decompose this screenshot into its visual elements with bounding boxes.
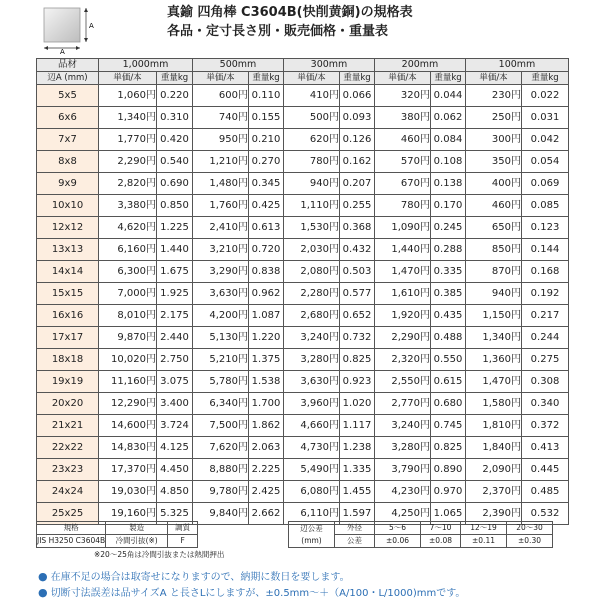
weight-cell: 3.075 bbox=[157, 371, 193, 393]
table-row bbox=[37, 283, 569, 305]
price-cell: 6,110円 bbox=[284, 503, 340, 525]
price-cell: 380円 bbox=[375, 107, 431, 129]
table-row bbox=[37, 107, 569, 129]
tolerance-range: 20～30 bbox=[507, 522, 553, 535]
weight-cell: 0.054 bbox=[522, 151, 569, 173]
weight-cell: 0.340 bbox=[522, 393, 569, 415]
weight-cell: 2.175 bbox=[157, 305, 193, 327]
weight-cell: 0.445 bbox=[522, 459, 569, 481]
weight-cell: 1.020 bbox=[340, 393, 375, 415]
column-label-row bbox=[37, 72, 569, 85]
price-cell: 5,780円 bbox=[193, 371, 249, 393]
size-cell: 16x16 bbox=[37, 305, 99, 327]
price-cell: 740円 bbox=[193, 107, 249, 129]
weight-cell: 0.488 bbox=[431, 327, 466, 349]
price-cell: 10,020円 bbox=[99, 349, 157, 371]
price-cell: 1,440円 bbox=[375, 239, 431, 261]
size-cell: 13x13 bbox=[37, 239, 99, 261]
diagram-label-side: A bbox=[89, 22, 94, 30]
price-cell: 650円 bbox=[466, 217, 522, 239]
price-column-label: 単価/本 bbox=[375, 72, 431, 85]
price-cell: 600円 bbox=[193, 85, 249, 107]
price-cell: 6,080円 bbox=[284, 481, 340, 503]
price-cell: 3,380円 bbox=[99, 195, 157, 217]
spec-note: ※20～25角は冷間引抜または熱間押出 bbox=[94, 550, 225, 559]
price-cell: 320円 bbox=[375, 85, 431, 107]
price-column-label: 単価/本 bbox=[466, 72, 522, 85]
weight-cell: 1.087 bbox=[249, 305, 284, 327]
table-row bbox=[37, 305, 569, 327]
tolerance-label: 辺公差 (mm) bbox=[289, 522, 335, 548]
price-cell: 620円 bbox=[284, 129, 340, 151]
weight-cell: 0.680 bbox=[431, 393, 466, 415]
weight-cell: 5.325 bbox=[157, 503, 193, 525]
square-bar-diagram bbox=[36, 6, 100, 54]
price-cell: 4,200円 bbox=[193, 305, 249, 327]
weight-column-label: 重量kg bbox=[249, 72, 284, 85]
price-cell: 1,480円 bbox=[193, 173, 249, 195]
weight-cell: 1.538 bbox=[249, 371, 284, 393]
price-cell: 7,620円 bbox=[193, 437, 249, 459]
weight-cell: 0.270 bbox=[249, 151, 284, 173]
price-cell: 2,410円 bbox=[193, 217, 249, 239]
price-cell: 780円 bbox=[375, 195, 431, 217]
price-cell: 2,290円 bbox=[99, 151, 157, 173]
spec-header: 規格 bbox=[37, 522, 106, 535]
size-cell: 22x22 bbox=[37, 437, 99, 459]
weight-cell: 1.597 bbox=[340, 503, 375, 525]
weight-cell: 0.615 bbox=[431, 371, 466, 393]
price-cell: 1,810円 bbox=[466, 415, 522, 437]
price-cell: 1,770円 bbox=[99, 129, 157, 151]
price-cell: 230円 bbox=[466, 85, 522, 107]
price-cell: 870円 bbox=[466, 261, 522, 283]
price-cell: 1,840円 bbox=[466, 437, 522, 459]
size-cell: 9x9 bbox=[37, 173, 99, 195]
weight-cell: 0.093 bbox=[340, 107, 375, 129]
weight-cell: 0.838 bbox=[249, 261, 284, 283]
price-cell: 940円 bbox=[466, 283, 522, 305]
price-cell: 1,920円 bbox=[375, 305, 431, 327]
weight-cell: 1.065 bbox=[431, 503, 466, 525]
spec-value: F bbox=[168, 535, 198, 548]
spec-value: JIS H3250 C3604B bbox=[37, 535, 106, 548]
size-cell: 12x12 bbox=[37, 217, 99, 239]
price-cell: 3,790円 bbox=[375, 459, 431, 481]
price-cell: 2,820円 bbox=[99, 173, 157, 195]
price-cell: 2,290円 bbox=[375, 327, 431, 349]
corner-top: 品材 bbox=[37, 59, 99, 72]
price-cell: 1,340円 bbox=[466, 327, 522, 349]
price-cell: 940円 bbox=[284, 173, 340, 195]
weight-cell: 0.652 bbox=[340, 305, 375, 327]
weight-cell: 1.440 bbox=[157, 239, 193, 261]
price-cell: 9,870円 bbox=[99, 327, 157, 349]
weight-cell: 2.662 bbox=[249, 503, 284, 525]
price-cell: 19,030円 bbox=[99, 481, 157, 503]
weight-cell: 1.220 bbox=[249, 327, 284, 349]
corner-bottom: 辺A (mm) bbox=[37, 72, 99, 85]
price-cell: 460円 bbox=[375, 129, 431, 151]
weight-cell: 1.700 bbox=[249, 393, 284, 415]
price-cell: 7,500円 bbox=[193, 415, 249, 437]
bullet-icon: ● bbox=[38, 586, 48, 599]
price-cell: 3,240円 bbox=[375, 415, 431, 437]
price-cell: 250円 bbox=[466, 107, 522, 129]
size-cell: 14x14 bbox=[37, 261, 99, 283]
weight-cell: 0.084 bbox=[431, 129, 466, 151]
size-cell: 18x18 bbox=[37, 349, 99, 371]
weight-column-label: 重量kg bbox=[157, 72, 193, 85]
table-row bbox=[37, 349, 569, 371]
tolerance-range: 12～19 bbox=[461, 522, 507, 535]
price-cell: 780円 bbox=[284, 151, 340, 173]
tolerance-range: 7～10 bbox=[421, 522, 461, 535]
price-cell: 2,320円 bbox=[375, 349, 431, 371]
weight-cell: 0.031 bbox=[522, 107, 569, 129]
weight-cell: 1.862 bbox=[249, 415, 284, 437]
weight-cell: 0.368 bbox=[340, 217, 375, 239]
price-cell: 4,730円 bbox=[284, 437, 340, 459]
weight-cell: 0.085 bbox=[522, 195, 569, 217]
price-cell: 2,370円 bbox=[466, 481, 522, 503]
weight-cell: 0.923 bbox=[340, 371, 375, 393]
price-cell: 14,830円 bbox=[99, 437, 157, 459]
weight-cell: 0.170 bbox=[431, 195, 466, 217]
price-cell: 8,880円 bbox=[193, 459, 249, 481]
size-cell: 23x23 bbox=[37, 459, 99, 481]
note-cutting: ● 切断寸法誤差は品サイズA と長さLにしますが、±0.5mm～＋（A/100・L/1000)mmです。 bbox=[38, 586, 466, 599]
size-cell: 8x8 bbox=[37, 151, 99, 173]
tolerance-value: ±0.06 bbox=[375, 535, 421, 548]
price-cell: 9,780円 bbox=[193, 481, 249, 503]
price-cell: 350円 bbox=[466, 151, 522, 173]
price-cell: 11,160円 bbox=[99, 371, 157, 393]
price-cell: 1,610円 bbox=[375, 283, 431, 305]
table-row bbox=[37, 393, 569, 415]
weight-cell: 0.720 bbox=[249, 239, 284, 261]
price-cell: 2,770円 bbox=[375, 393, 431, 415]
spec-table bbox=[36, 521, 198, 548]
size-cell: 19x19 bbox=[37, 371, 99, 393]
weight-cell: 1.117 bbox=[340, 415, 375, 437]
weight-cell: 0.144 bbox=[522, 239, 569, 261]
weight-cell: 0.162 bbox=[340, 151, 375, 173]
table-row bbox=[37, 437, 569, 459]
price-cell: 14,600円 bbox=[99, 415, 157, 437]
spec-value: 冷間引抜(※) bbox=[106, 535, 168, 548]
weight-column-label: 重量kg bbox=[340, 72, 375, 85]
length-header: 200mm bbox=[375, 59, 466, 72]
bullet-icon: ● bbox=[38, 570, 48, 583]
tolerance-value: ±0.30 bbox=[507, 535, 553, 548]
weight-cell: 0.288 bbox=[431, 239, 466, 261]
tolerance-row-label: 公差 bbox=[335, 535, 375, 548]
price-cell: 9,840円 bbox=[193, 503, 249, 525]
table-row bbox=[37, 261, 569, 283]
price-cell: 2,090円 bbox=[466, 459, 522, 481]
weight-cell: 0.308 bbox=[522, 371, 569, 393]
price-cell: 460円 bbox=[466, 195, 522, 217]
weight-cell: 0.310 bbox=[157, 107, 193, 129]
price-cell: 3,210円 bbox=[193, 239, 249, 261]
length-header: 300mm bbox=[284, 59, 375, 72]
size-cell: 25x25 bbox=[37, 503, 99, 525]
price-cell: 1,530円 bbox=[284, 217, 340, 239]
price-cell: 1,760円 bbox=[193, 195, 249, 217]
price-cell: 5,490円 bbox=[284, 459, 340, 481]
weight-cell: 0.503 bbox=[340, 261, 375, 283]
size-cell: 20x20 bbox=[37, 393, 99, 415]
table-row bbox=[37, 151, 569, 173]
tolerance-row-range bbox=[289, 522, 553, 535]
weight-column-label: 重量kg bbox=[431, 72, 466, 85]
weight-cell: 0.138 bbox=[431, 173, 466, 195]
weight-cell: 0.970 bbox=[431, 481, 466, 503]
weight-cell: 0.335 bbox=[431, 261, 466, 283]
price-cell: 3,240円 bbox=[284, 327, 340, 349]
price-cell: 670円 bbox=[375, 173, 431, 195]
price-cell: 500円 bbox=[284, 107, 340, 129]
weight-cell: 0.432 bbox=[340, 239, 375, 261]
weight-cell: 0.690 bbox=[157, 173, 193, 195]
diagram-label-bottom: A bbox=[60, 48, 65, 54]
size-cell: 6x6 bbox=[37, 107, 99, 129]
weight-cell: 1.335 bbox=[340, 459, 375, 481]
weight-cell: 2.750 bbox=[157, 349, 193, 371]
weight-cell: 0.217 bbox=[522, 305, 569, 327]
price-cell: 5,130円 bbox=[193, 327, 249, 349]
length-header: 500mm bbox=[193, 59, 284, 72]
tolerance-value: ±0.11 bbox=[461, 535, 507, 548]
price-cell: 4,620円 bbox=[99, 217, 157, 239]
price-cell: 8,010円 bbox=[99, 305, 157, 327]
price-cell: 2,030円 bbox=[284, 239, 340, 261]
weight-cell: 2.225 bbox=[249, 459, 284, 481]
spec-header: 製造 bbox=[106, 522, 168, 535]
weight-cell: 0.123 bbox=[522, 217, 569, 239]
weight-cell: 0.372 bbox=[522, 415, 569, 437]
weight-cell: 0.413 bbox=[522, 437, 569, 459]
table-row bbox=[37, 85, 569, 107]
tolerance-value: ±0.08 bbox=[421, 535, 461, 548]
note-stock: ● 在庫不足の場合は取寄せになりますので、納期に数日を要します。 bbox=[38, 570, 350, 583]
page-subtitle: 各品・定寸長さ別・販売価格・重量表 bbox=[167, 24, 389, 39]
table-row bbox=[37, 239, 569, 261]
price-cell: 3,280円 bbox=[284, 349, 340, 371]
price-cell: 570円 bbox=[375, 151, 431, 173]
price-cell: 2,280円 bbox=[284, 283, 340, 305]
price-cell: 1,580円 bbox=[466, 393, 522, 415]
spec-header: 調質 bbox=[168, 522, 198, 535]
table-row bbox=[37, 459, 569, 481]
weight-cell: 0.732 bbox=[340, 327, 375, 349]
price-cell: 1,150円 bbox=[466, 305, 522, 327]
weight-cell: 2.063 bbox=[249, 437, 284, 459]
weight-cell: 1.225 bbox=[157, 217, 193, 239]
price-cell: 6,340円 bbox=[193, 393, 249, 415]
price-cell: 6,300円 bbox=[99, 261, 157, 283]
weight-cell: 0.245 bbox=[431, 217, 466, 239]
weight-cell: 0.385 bbox=[431, 283, 466, 305]
price-cell: 3,280円 bbox=[375, 437, 431, 459]
weight-cell: 0.275 bbox=[522, 349, 569, 371]
size-cell: 10x10 bbox=[37, 195, 99, 217]
table-row bbox=[37, 481, 569, 503]
price-cell: 1,210円 bbox=[193, 151, 249, 173]
weight-cell: 1.675 bbox=[157, 261, 193, 283]
weight-cell: 0.613 bbox=[249, 217, 284, 239]
weight-cell: 0.550 bbox=[431, 349, 466, 371]
price-cell: 400円 bbox=[466, 173, 522, 195]
price-cell: 3,630円 bbox=[284, 371, 340, 393]
price-cell: 4,230円 bbox=[375, 481, 431, 503]
weight-cell: 0.485 bbox=[522, 481, 569, 503]
weight-cell: 0.110 bbox=[249, 85, 284, 107]
table-row bbox=[37, 217, 569, 239]
weight-cell: 0.255 bbox=[340, 195, 375, 217]
weight-cell: 0.890 bbox=[431, 459, 466, 481]
price-cell: 950円 bbox=[193, 129, 249, 151]
weight-cell: 0.108 bbox=[431, 151, 466, 173]
weight-cell: 0.220 bbox=[157, 85, 193, 107]
weight-cell: 0.207 bbox=[340, 173, 375, 195]
weight-cell: 2.425 bbox=[249, 481, 284, 503]
price-cell: 410円 bbox=[284, 85, 340, 107]
weight-cell: 0.192 bbox=[522, 283, 569, 305]
price-cell: 19,160円 bbox=[99, 503, 157, 525]
price-cell: 7,000円 bbox=[99, 283, 157, 305]
weight-cell: 0.532 bbox=[522, 503, 569, 525]
weight-cell: 4.125 bbox=[157, 437, 193, 459]
weight-cell: 0.062 bbox=[431, 107, 466, 129]
weight-cell: 0.042 bbox=[522, 129, 569, 151]
price-cell: 2,390円 bbox=[466, 503, 522, 525]
price-column-label: 単価/本 bbox=[284, 72, 340, 85]
size-cell: 17x17 bbox=[37, 327, 99, 349]
price-cell: 4,660円 bbox=[284, 415, 340, 437]
price-cell: 5,210円 bbox=[193, 349, 249, 371]
spec-value-row bbox=[37, 535, 198, 548]
price-cell: 1,470円 bbox=[375, 261, 431, 283]
weight-cell: 0.850 bbox=[157, 195, 193, 217]
tolerance-range: 5～6 bbox=[375, 522, 421, 535]
weight-cell: 0.126 bbox=[340, 129, 375, 151]
weight-cell: 3.724 bbox=[157, 415, 193, 437]
price-cell: 1,090円 bbox=[375, 217, 431, 239]
price-cell: 4,250円 bbox=[375, 503, 431, 525]
price-cell: 6,160円 bbox=[99, 239, 157, 261]
price-cell: 2,080円 bbox=[284, 261, 340, 283]
weight-cell: 1.375 bbox=[249, 349, 284, 371]
size-cell: 24x24 bbox=[37, 481, 99, 503]
weight-cell: 0.425 bbox=[249, 195, 284, 217]
price-cell: 1,470円 bbox=[466, 371, 522, 393]
price-cell: 850円 bbox=[466, 239, 522, 261]
weight-cell: 0.168 bbox=[522, 261, 569, 283]
weight-cell: 1.925 bbox=[157, 283, 193, 305]
length-header-row bbox=[37, 59, 569, 72]
price-cell: 1,110円 bbox=[284, 195, 340, 217]
weight-cell: 2.440 bbox=[157, 327, 193, 349]
price-cell: 1,340円 bbox=[99, 107, 157, 129]
price-cell: 300円 bbox=[466, 129, 522, 151]
price-cell: 2,550円 bbox=[375, 371, 431, 393]
price-cell: 1,360円 bbox=[466, 349, 522, 371]
size-cell: 15x15 bbox=[37, 283, 99, 305]
weight-cell: 0.825 bbox=[431, 437, 466, 459]
price-column-label: 単価/本 bbox=[99, 72, 157, 85]
price-cell: 17,370円 bbox=[99, 459, 157, 481]
weight-cell: 0.435 bbox=[431, 305, 466, 327]
weight-cell: 0.745 bbox=[431, 415, 466, 437]
table-row bbox=[37, 173, 569, 195]
table-row bbox=[37, 195, 569, 217]
price-cell: 12,290円 bbox=[99, 393, 157, 415]
table-row bbox=[37, 327, 569, 349]
weight-cell: 4.850 bbox=[157, 481, 193, 503]
weight-cell: 1.238 bbox=[340, 437, 375, 459]
size-cell: 21x21 bbox=[37, 415, 99, 437]
price-cell: 1,060円 bbox=[99, 85, 157, 107]
price-cell: 3,960円 bbox=[284, 393, 340, 415]
weight-cell: 0.155 bbox=[249, 107, 284, 129]
price-column-label: 単価/本 bbox=[193, 72, 249, 85]
price-cell: 3,630円 bbox=[193, 283, 249, 305]
size-cell: 5x5 bbox=[37, 85, 99, 107]
length-header: 1,000mm bbox=[99, 59, 193, 72]
price-weight-table bbox=[36, 58, 569, 525]
weight-cell: 0.069 bbox=[522, 173, 569, 195]
tolerance-table bbox=[288, 521, 553, 548]
table-row bbox=[37, 371, 569, 393]
weight-column-label: 重量kg bbox=[522, 72, 569, 85]
weight-cell: 0.540 bbox=[157, 151, 193, 173]
spec-header-row bbox=[37, 522, 198, 535]
tolerance-row-label: 外径 bbox=[335, 522, 375, 535]
price-cell: 3,290円 bbox=[193, 261, 249, 283]
weight-cell: 3.400 bbox=[157, 393, 193, 415]
weight-cell: 0.345 bbox=[249, 173, 284, 195]
weight-cell: 0.210 bbox=[249, 129, 284, 151]
table-row bbox=[37, 415, 569, 437]
weight-cell: 0.244 bbox=[522, 327, 569, 349]
weight-cell: 0.577 bbox=[340, 283, 375, 305]
price-cell: 2,680円 bbox=[284, 305, 340, 327]
weight-cell: 0.022 bbox=[522, 85, 569, 107]
weight-cell: 0.825 bbox=[340, 349, 375, 371]
weight-cell: 4.450 bbox=[157, 459, 193, 481]
size-cell: 7x7 bbox=[37, 129, 99, 151]
weight-cell: 0.420 bbox=[157, 129, 193, 151]
length-header: 100mm bbox=[466, 59, 569, 72]
page-title: 真鍮 四角棒 C3604B(快削黄銅)の規格表 bbox=[167, 5, 413, 20]
weight-cell: 1.455 bbox=[340, 481, 375, 503]
weight-cell: 0.066 bbox=[340, 85, 375, 107]
weight-cell: 0.044 bbox=[431, 85, 466, 107]
weight-cell: 0.962 bbox=[249, 283, 284, 305]
table-row bbox=[37, 129, 569, 151]
